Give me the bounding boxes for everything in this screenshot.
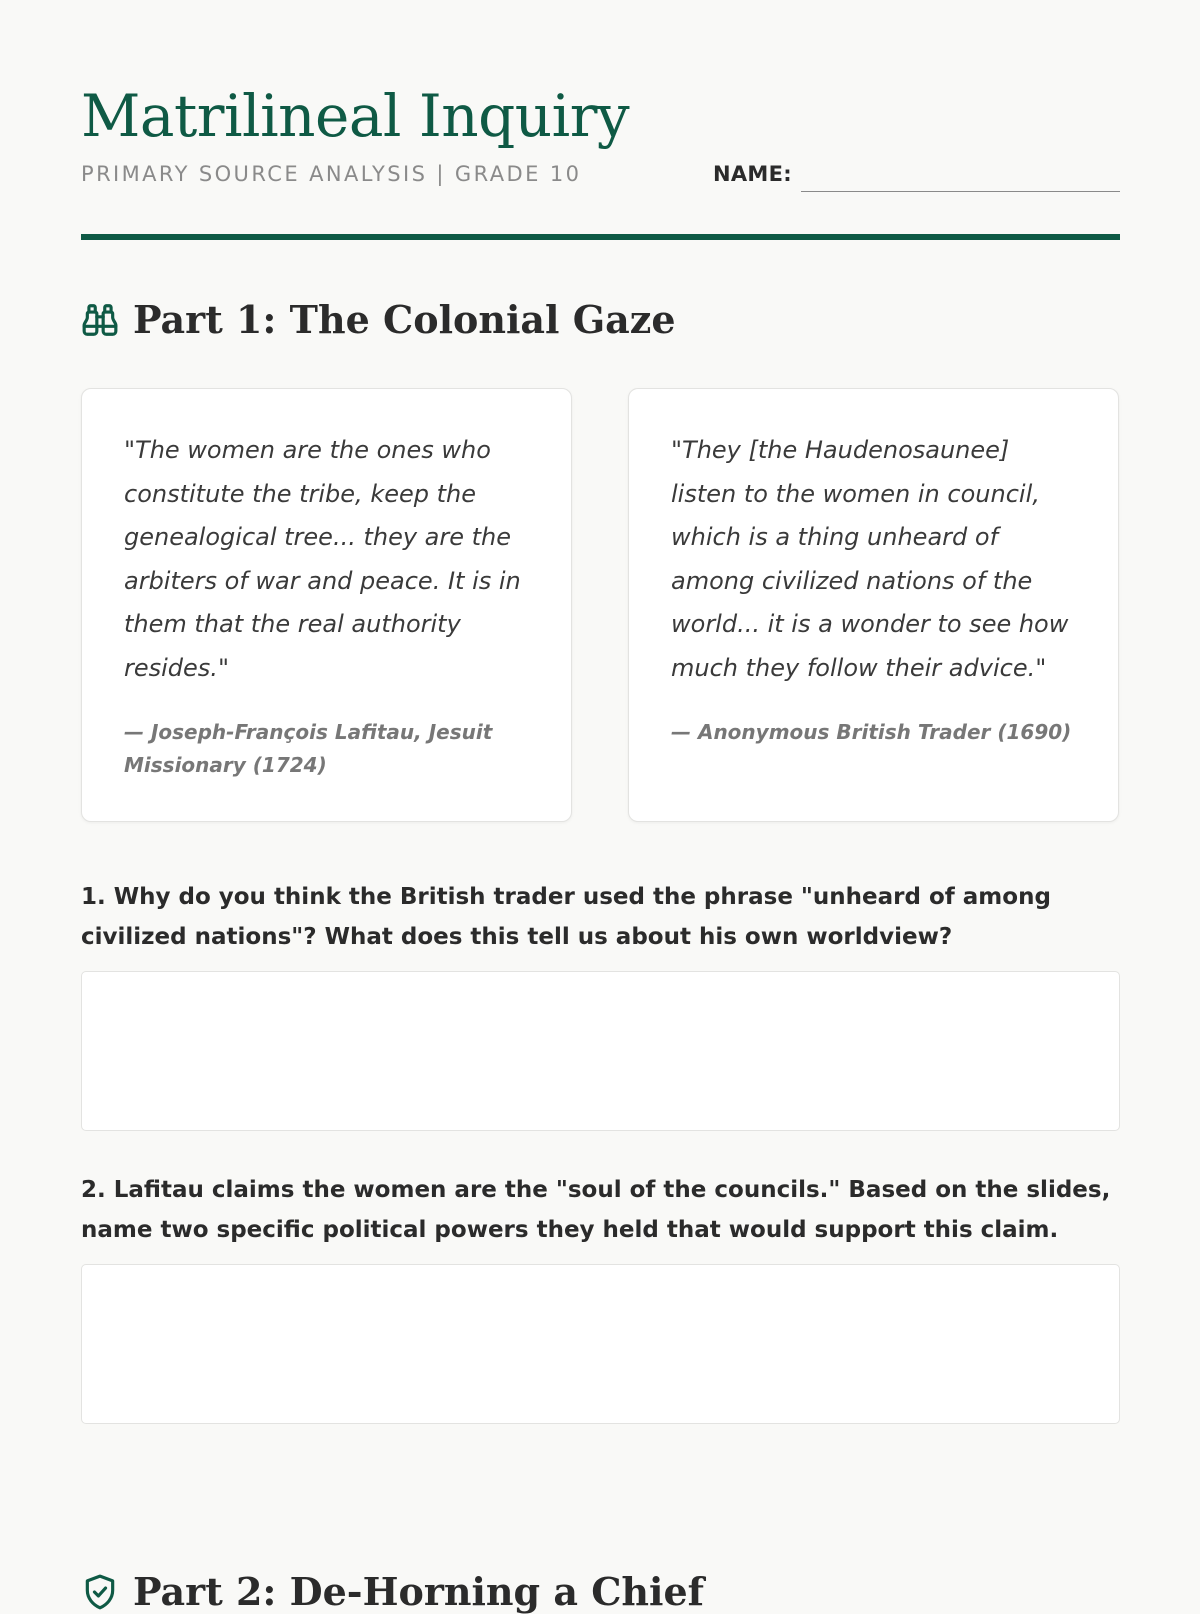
- quote-card-british-trader: [628, 388, 1119, 822]
- binoculars-icon: [81, 301, 119, 339]
- answer-box-2[interactable]: [81, 1264, 1120, 1424]
- shield-check-icon: [81, 1573, 119, 1611]
- part1-heading-text: Part 1: The Colonial Gaze: [133, 297, 676, 342]
- name-label: NAME:: [713, 162, 792, 186]
- quote-card-lafitau: [81, 388, 572, 822]
- question-1: 1. Why do you think the British trader used the phrase "unheard of among civilized nations"? What does this tell us about his own worldview?: [81, 884, 1051, 950]
- answer-box-1[interactable]: [81, 971, 1120, 1131]
- quote-text: "They [the Haudenosaunee] listen to the women in council, which is a thing unheard of among civilized nations of the world... it is a wonder to see how much they follow their advice.": [671, 436, 1069, 682]
- part1-heading: [81, 297, 676, 342]
- page-subtitle: PRIMARY SOURCE ANALYSIS | GRADE 10: [81, 162, 582, 186]
- question-2: 2. Lafitau claims the women are the "soul of the councils." Based on the slides, name two specific political powers they held that would support this claim.: [81, 1177, 1111, 1243]
- quote-source: — Anonymous British Trader (1690): [671, 720, 1072, 744]
- header-divider: [81, 234, 1120, 240]
- page-title: Matrilineal Inquiry: [81, 82, 630, 150]
- part2-heading: [81, 1569, 704, 1614]
- quote-source: — Joseph-François Lafitau, Jesuit Missionary (1724): [124, 720, 493, 777]
- quote-text: "The women are the ones who constitute the tribe, keep the genealogical tree... they are the arbiters of war and peace. It is in them that the real authority resides.": [124, 436, 521, 682]
- part2-heading-text: Part 2: De-Horning a Chief: [133, 1569, 705, 1614]
- worksheet-page: [81, 0, 1120, 1614]
- name-field[interactable]: [801, 191, 1120, 192]
